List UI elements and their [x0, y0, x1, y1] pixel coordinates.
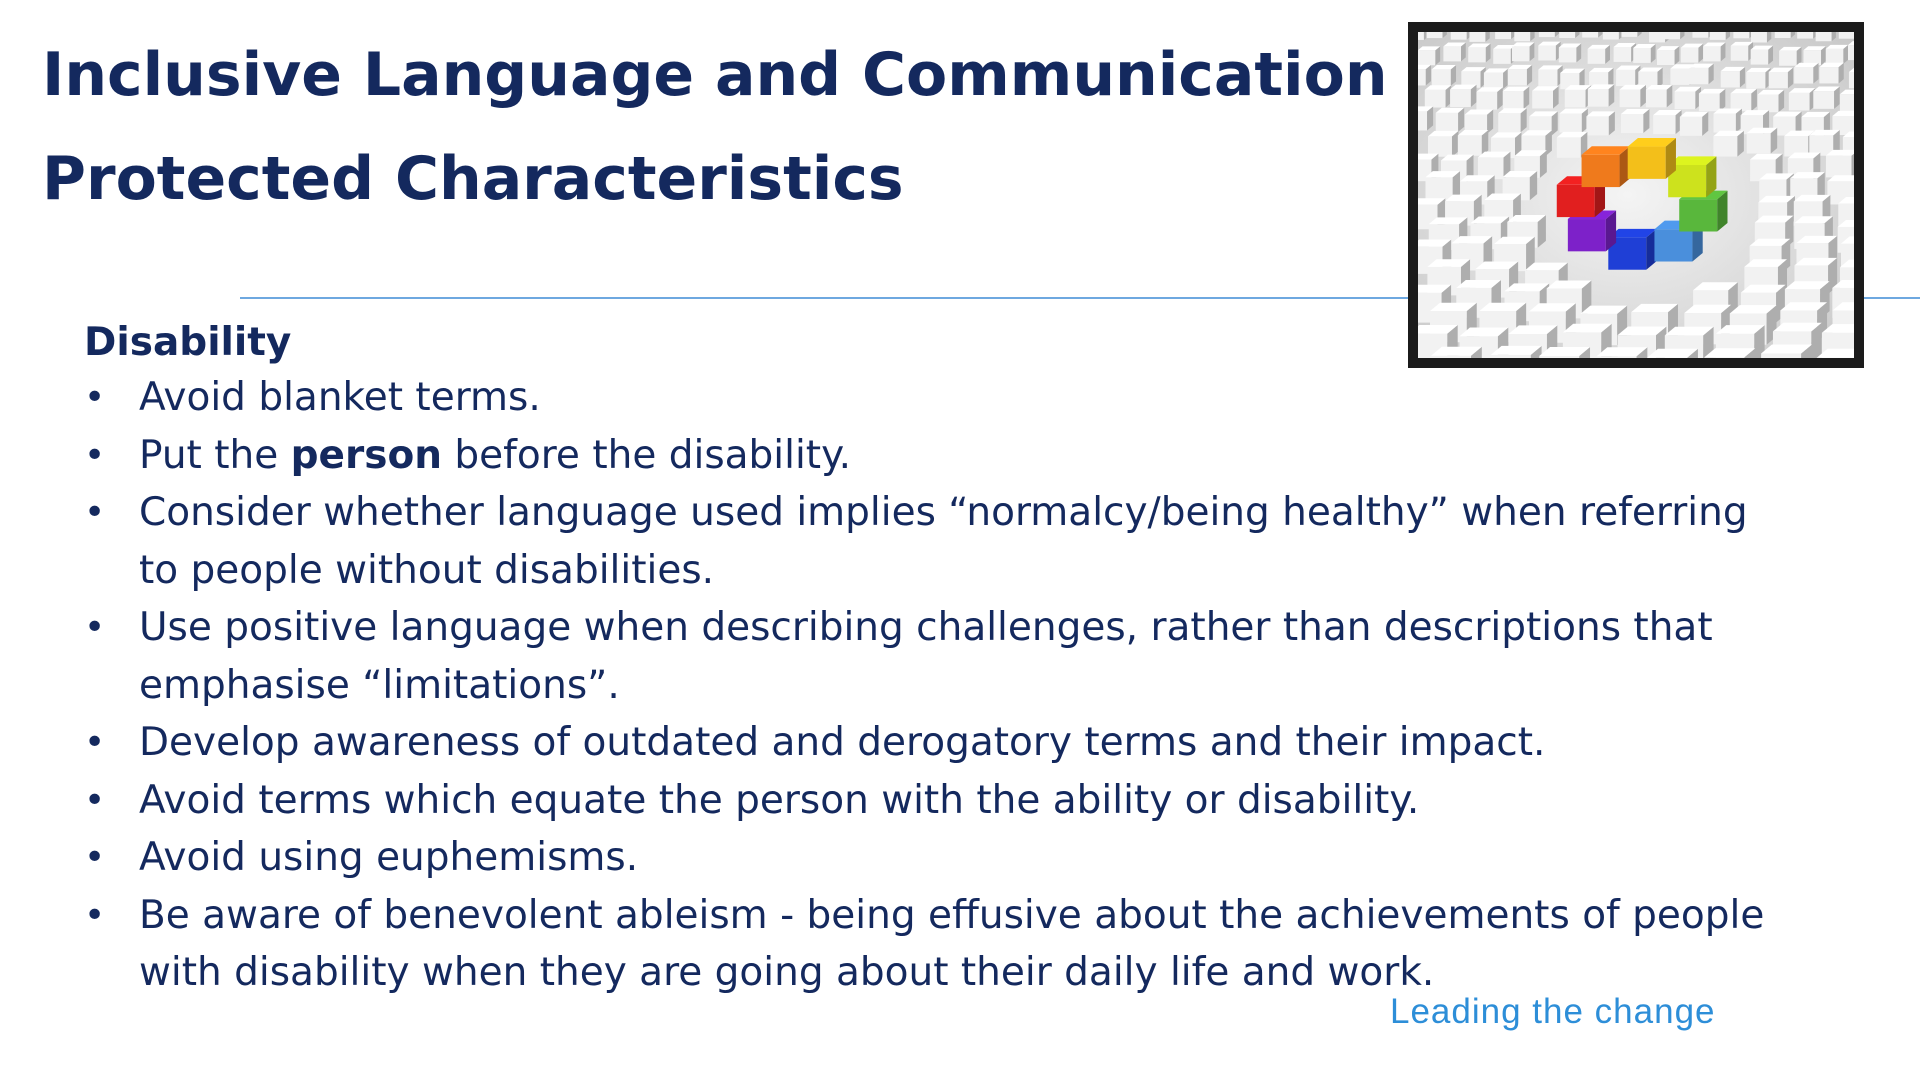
bullet-text: Be aware of benevolent ableism - being effusive about the achievements of people with disability when they are going about their daily life and work. — [139, 892, 1765, 995]
slide-subtitle: Protected Characteristics — [42, 144, 904, 214]
white-cube — [1789, 88, 1815, 110]
white-cube — [1588, 45, 1610, 64]
white-cube — [1514, 32, 1534, 41]
white-cube — [1603, 32, 1623, 40]
white-cube — [1512, 42, 1534, 61]
bullet-icon: • — [84, 607, 106, 648]
white-cube — [1484, 68, 1508, 89]
white-cube — [1469, 32, 1489, 42]
white-cube — [1758, 90, 1784, 112]
white-cube — [1621, 109, 1649, 133]
bullet-icon: • — [84, 377, 106, 418]
white-cube — [1450, 85, 1476, 107]
bullet-text: Consider whether language used implies “normalcy/being healthy” when referring to people without disabilities. — [139, 490, 1748, 593]
white-cube — [1620, 85, 1646, 107]
bullet-icon: • — [84, 492, 106, 533]
white-cube — [1779, 47, 1801, 66]
white-cube — [1664, 32, 1684, 39]
bullet-icon: • — [84, 894, 106, 936]
bullet-text: Use positive language when describing challenges, rather than descriptions that emphasise “limitations”. — [139, 605, 1713, 708]
white-cube — [1680, 112, 1708, 136]
white-cube — [1458, 130, 1488, 156]
white-cube — [1498, 108, 1526, 132]
white-cube — [1713, 131, 1743, 157]
white-cube — [1746, 68, 1770, 89]
white-cube — [1713, 108, 1741, 132]
white-cube — [1538, 42, 1560, 61]
white-cube — [1646, 85, 1672, 107]
white-cube — [1819, 63, 1843, 84]
white-cube — [1710, 32, 1730, 40]
white-cube — [1794, 63, 1818, 84]
white-cube — [1813, 86, 1839, 108]
white-cube — [1826, 150, 1854, 178]
colored-cube — [1582, 146, 1630, 187]
white-cube — [1443, 42, 1465, 61]
white-cube — [1816, 32, 1836, 41]
white-cube — [1418, 46, 1440, 65]
white-cube — [1538, 65, 1562, 86]
white-cube — [1633, 44, 1655, 63]
bullet-icon: • — [84, 837, 106, 878]
white-cube — [1503, 86, 1529, 108]
white-cube — [1747, 128, 1777, 154]
bullet-item — [84, 714, 1784, 772]
bullet-text-pre: Put the — [139, 432, 291, 478]
white-cube — [1451, 32, 1471, 40]
slide-title: Inclusive Language and Communication — [42, 40, 1388, 110]
white-cube — [1559, 44, 1581, 63]
white-cube — [1675, 87, 1701, 109]
bullet-item — [84, 887, 1784, 1002]
bullet-item — [84, 829, 1784, 887]
white-cube — [1588, 84, 1614, 106]
bullet-text: Develop awareness of outdated and derogatory terms and their impact. — [139, 720, 1546, 765]
bullet-text: Avoid blanket terms. — [139, 375, 541, 420]
white-cube — [1751, 32, 1771, 43]
white-cube — [1614, 43, 1636, 62]
white-cube — [1826, 45, 1848, 64]
bullet-text-emphasis: person — [290, 432, 443, 478]
bullet-text — [139, 433, 851, 478]
bullet-text: Avoid terms which equate the person with the ability or disability. — [139, 777, 1420, 823]
white-cube — [1657, 46, 1679, 65]
white-cube — [1468, 43, 1490, 62]
white-cube — [1425, 85, 1451, 107]
white-cube — [1699, 89, 1725, 111]
white-cube — [1436, 108, 1464, 132]
white-cube — [1476, 87, 1502, 109]
white-cube — [1681, 44, 1703, 63]
white-cube — [1565, 85, 1591, 107]
white-cube — [1721, 67, 1745, 88]
white-cube — [1731, 89, 1757, 111]
white-cube — [1840, 90, 1854, 112]
white-cube — [1703, 42, 1725, 61]
bullet-text: Avoid using euphemisms. — [139, 835, 639, 880]
white-cube — [1532, 86, 1558, 108]
white-cube — [1428, 131, 1458, 157]
rainbow-cubes-image — [1408, 22, 1864, 368]
white-cube — [1418, 65, 1431, 86]
colored-cube — [1628, 138, 1676, 179]
white-cube — [1653, 110, 1681, 134]
white-cube — [1559, 108, 1587, 132]
white-cube — [1803, 46, 1825, 65]
white-cube — [1616, 65, 1640, 86]
white-cube — [1689, 64, 1713, 85]
section-heading: Disability — [84, 320, 292, 365]
bullet-text-post: before the disability. — [442, 432, 852, 478]
bullet-icon: • — [84, 722, 106, 763]
bullet-item — [84, 772, 1784, 830]
bullet-item — [84, 484, 1784, 599]
white-cube — [1418, 106, 1433, 130]
white-cube — [1731, 42, 1753, 61]
bullet-item — [84, 599, 1784, 714]
bullet-icon: • — [84, 779, 106, 821]
white-cube — [1508, 65, 1532, 86]
bullet-item — [84, 427, 1784, 485]
white-cube — [1432, 65, 1456, 86]
bullet-item — [84, 369, 1784, 427]
tagline: Leading the change — [1390, 992, 1716, 1031]
white-cube — [1586, 111, 1614, 135]
white-cube — [1839, 32, 1854, 39]
white-cube — [1751, 46, 1773, 65]
bullet-icon: • — [84, 434, 106, 476]
bullet-list — [84, 369, 1784, 1002]
white-cube — [1769, 68, 1793, 89]
